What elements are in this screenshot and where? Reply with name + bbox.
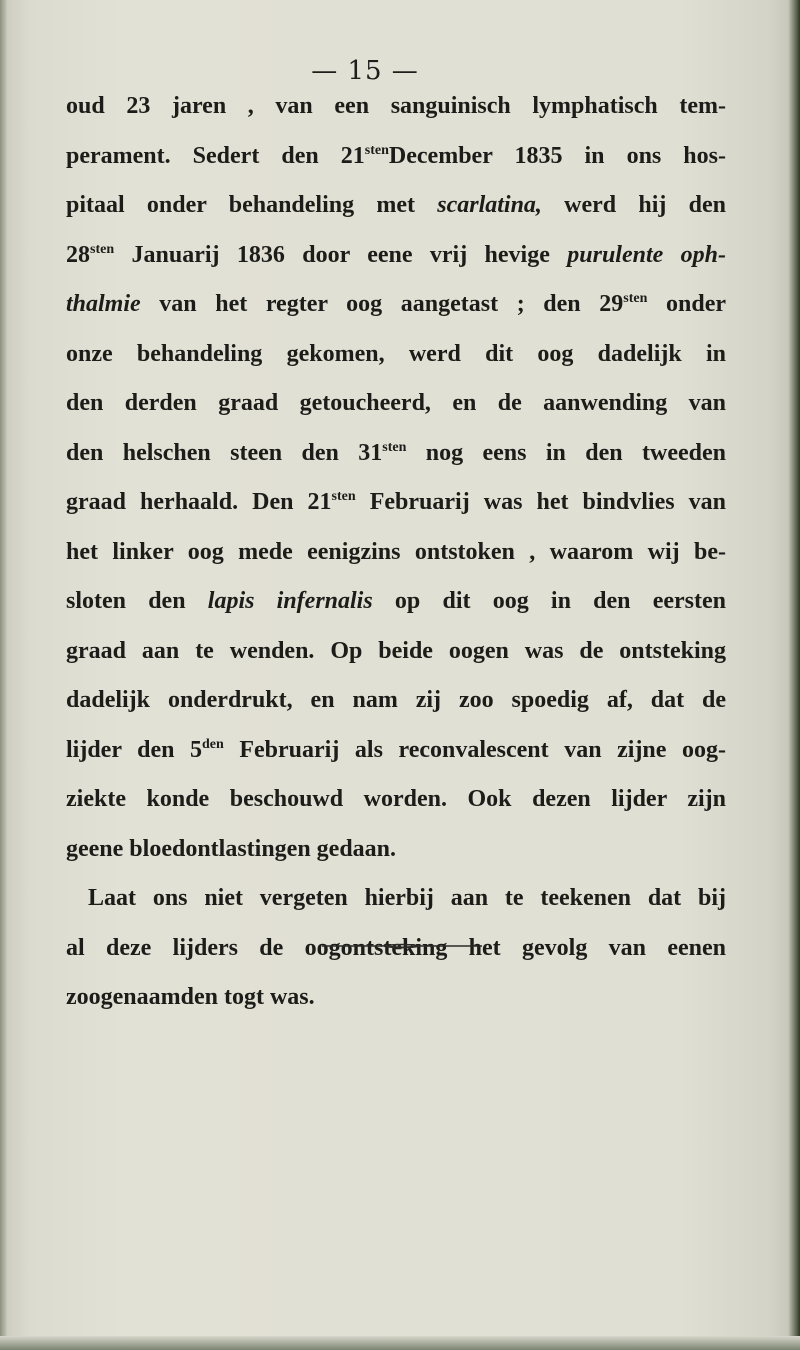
- text-run: oud 23 jaren , van een sanguinisch lymphatisch tem-: [66, 93, 726, 119]
- text-line: [66, 825, 726, 875]
- text-run: op dit oog in den eersten: [372, 588, 726, 614]
- text-run: Februarij als reconvalescent van zijne oog-: [223, 736, 726, 763]
- text-run: graad aan te wenden. Op beide oogen was de ontsteking: [66, 637, 726, 664]
- text-run: sloten den: [66, 588, 208, 614]
- text-run: December 1835 in ons hos-: [388, 142, 726, 169]
- text-run: perament. Sedert den 21: [66, 142, 365, 169]
- text-run: onze behandeling gekomen, werd dit oog dadelijk in: [66, 340, 726, 367]
- text-line: [66, 528, 726, 578]
- text-line: [66, 330, 726, 380]
- text-run: het linker oog mede eenigzins ontstoken , waarom wij be-: [66, 538, 726, 565]
- text-run: werd hij den: [541, 192, 726, 218]
- text-run: lijder den 5: [66, 736, 203, 763]
- text-line: [66, 181, 726, 231]
- text-line: [66, 82, 726, 132]
- page-bottom-edge: [0, 1336, 800, 1350]
- text-line: [66, 379, 726, 429]
- text-run: van het regter oog aangetast ; den 29: [140, 291, 624, 317]
- text-line: [66, 627, 726, 677]
- text-run: den helschen steen den 31: [66, 439, 383, 466]
- text-run: Laat ons niet vergeten hierbij aan te teekenen dat bij: [88, 885, 726, 911]
- body-text: [66, 82, 726, 1023]
- text-line: [66, 676, 726, 726]
- text-line: [66, 478, 726, 528]
- text-run: graad herhaald. Den 21: [66, 489, 332, 515]
- text-run: 28: [66, 241, 90, 268]
- superscript: sten: [364, 142, 389, 158]
- text-line: [66, 231, 726, 281]
- text-line: [66, 280, 726, 330]
- superscript: sten: [90, 241, 115, 257]
- text-line: [66, 775, 726, 825]
- superscript: sten: [623, 291, 648, 306]
- italic-term: thalmie: [66, 291, 141, 317]
- text-run: geene bloedontlastingen gedaan.: [66, 835, 397, 862]
- italic-term: lapis infernalis: [207, 588, 373, 614]
- text-line: [66, 577, 726, 627]
- page-edge-right: [788, 0, 800, 1350]
- text-run: al deze lijders de oogontsteking het gevolg van eenen: [66, 934, 726, 961]
- text-run: ziekte konde beschouwd worden. Ook dezen lijder zijn: [66, 786, 726, 812]
- text-run: zoogenaamden togt was.: [66, 984, 315, 1010]
- text-run: nog eens in den tweeden: [406, 439, 726, 466]
- superscript: sten: [331, 489, 356, 504]
- text-line: [66, 874, 726, 924]
- text-run: pitaal onder behandeling met: [66, 192, 438, 218]
- end-ornament: [322, 943, 482, 949]
- italic-term: purulente oph-: [567, 241, 726, 268]
- superscript: sten: [382, 439, 407, 455]
- italic-term: scarlatina,: [437, 192, 542, 218]
- text-line: [66, 132, 726, 182]
- text-run: dadelijk onderdrukt, en nam zij zoo spoedig af, dat de: [66, 687, 726, 713]
- superscript: den: [202, 736, 224, 752]
- page-number: — 15 —: [311, 56, 419, 86]
- page-edge-left: [0, 0, 7, 1350]
- text-run: Januarij 1836 door eene vrij hevige: [114, 241, 568, 268]
- text-line: [66, 973, 726, 1023]
- text-run: Februarij was het bindvlies van: [355, 489, 726, 515]
- text-line: [66, 429, 726, 479]
- text-run: onder: [647, 291, 726, 317]
- text-line: [66, 726, 726, 776]
- text-run: den derden graad getoucheerd, en de aanwending van: [66, 390, 726, 416]
